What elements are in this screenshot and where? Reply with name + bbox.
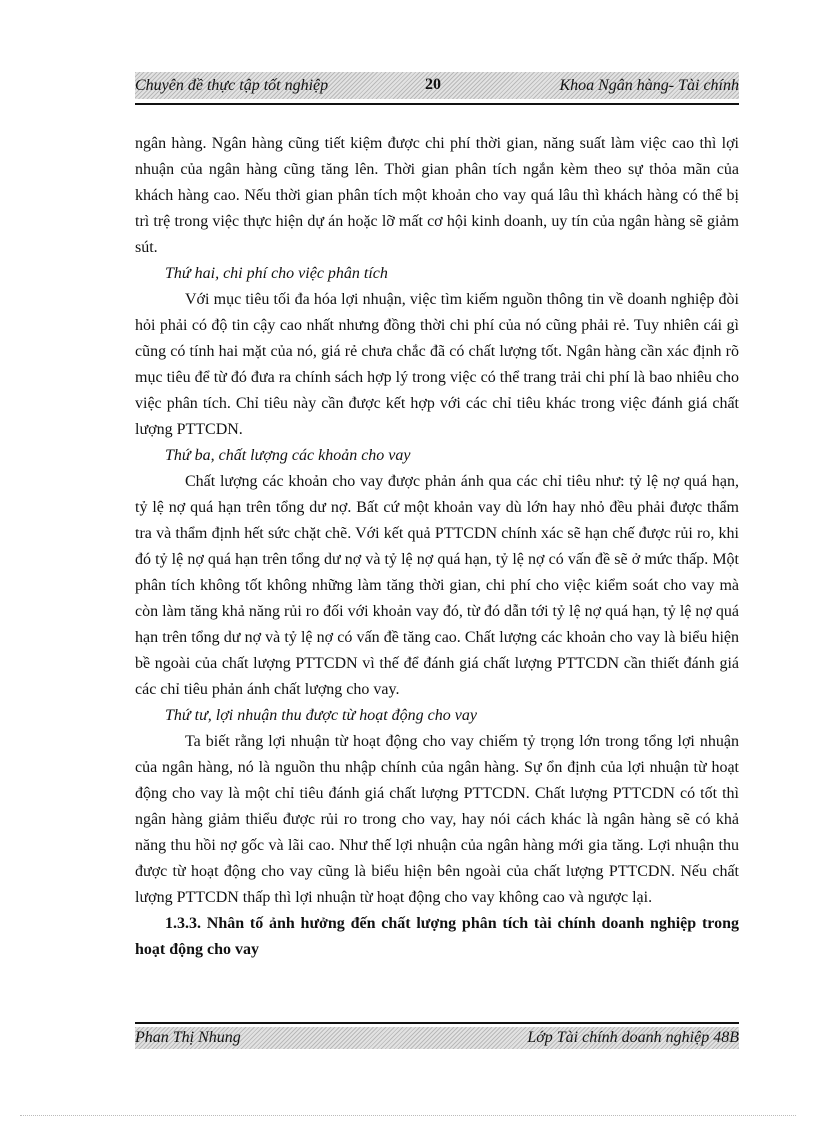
header-right-text: Khoa Ngân hàng- Tài chính: [559, 76, 739, 94]
subheading: Thứ hai, chi phí cho việc phân tích: [165, 265, 388, 282]
page-header: [135, 72, 739, 99]
paragraph: ngân hàng. Ngân hàng cũng tiết kiệm được chi phí thời gian, năng suất làm việc cao thì lợi nhuận của ngân hàng cũng tăng lên. Thời gian phân tích ngắn kèm theo sự thỏa mãn của khách hàng cao. Nếu thời gian phân tích một khoản cho vay quá lâu thì khách hàng có thể bị trì trệ trong việc thực hiện dự án hoặc lỡ mất cơ hội kinh doanh, uy tín của ngân hàng sẽ giảm sút.: [135, 135, 739, 256]
header-left-text: Chuyên đề thực tập tốt nghiệp: [135, 76, 329, 94]
header-rule: [135, 103, 739, 105]
body-text: [135, 131, 739, 963]
page-number: 20: [425, 76, 441, 93]
paragraph: Với mục tiêu tối đa hóa lợi nhuận, việc tìm kiếm nguồn thông tin về doanh nghiệp đòi hỏi phải có độ tin cậy cao nhất nhưng đồng thời chi phí của nó cũng phải rẻ. Tuy nhiên cái gì cũng có tính hai mặt của nó, giá rẻ chưa chắc đã có chất lượng tốt. Ngân hàng cần xác định rõ mục tiêu để từ đó đưa ra chính sách hợp lý trong việc có thể trang trải chi phí là bao nhiêu cho việc phân tích. Chỉ tiêu này cần được kết hợp với các chỉ tiêu khác trong việc đánh giá chất lượng PTTCDN.: [135, 291, 739, 438]
subheading: Thứ ba, chất lượng các khoản cho vay: [165, 447, 411, 464]
footer-rule: [135, 1022, 739, 1024]
paragraph: Ta biết rằng lợi nhuận từ hoạt động cho vay chiếm tỷ trọng lớn trong tổng lợi nhuận của ngân hàng, nó là nguồn thu nhập chính của ngân hàng. Sự ổn định của lợi nhuận từ hoạt động cho vay là một chỉ tiêu đánh giá chất lượng PTTCDN. Chất lượng PTTCDN có tốt thì ngân hàng giảm thiểu được rủi ro trong cho vay, hay nói cách khác là ngân hàng sẽ có khả năng thu hồi nợ gốc và lãi cao. Như thế lợi nhuận của ngân hàng mới gia tăng. Lợi nhuận thu được từ hoạt động cho vay cũng là biểu hiện bên ngoài của chất lượng PTTCDN. Nếu chất lượng PTTCDN thấp thì lợi nhuận từ hoạt động cho vay không cao và ngược lại.: [135, 733, 739, 906]
footer-author: Phan Thị Nhung: [135, 1029, 241, 1046]
page-footer: [135, 1027, 739, 1049]
footer-class: Lớp Tài chính doanh nghiệp 48B: [527, 1029, 739, 1046]
page-bottom-divider: [20, 1115, 796, 1116]
section-heading: 1.3.3. Nhân tố ảnh hưởng đến chất lượng phân tích tài chính doanh nghiệp trong hoạt động cho vay: [135, 915, 739, 958]
paragraph: Chất lượng các khoản cho vay được phản ánh qua các chỉ tiêu như: tỷ lệ nợ quá hạn, tỷ lệ nợ quá hạn trên tổng dư nợ. Bất cứ một khoản vay dù lớn hay nhỏ đều phải được thẩm tra và thẩm định hết sức chặt chẽ. Với kết quả PTTCDN chính xác sẽ hạn chế được rủi ro, khi đó tỷ lệ nợ quá hạn trên tổng dư nợ và tỷ lệ nợ quá hạn, tỷ lệ nợ có vấn đề sẽ ở mức thấp. Một phân tích không tốt không những làm tăng thời gian, chi phí cho việc kiểm soát cho vay mà còn làm tăng khả năng rủi ro đối với khoản vay đó, từ đó dẫn tới tỷ lệ nợ quá hạn, tỷ lệ nợ quá hạn trên tổng dư nợ và tỷ lệ nợ có vấn đề tăng cao. Chất lượng các khoản cho vay là biểu hiện bề ngoài của chất lượng PTTCDN vì thế để đánh giá chất lượng PTTCDN cần thiết đánh giá các chỉ tiêu phản ánh chất lượng cho vay.: [135, 473, 739, 698]
subheading: Thứ tư, lợi nhuận thu được từ hoạt động cho vay: [165, 707, 477, 724]
